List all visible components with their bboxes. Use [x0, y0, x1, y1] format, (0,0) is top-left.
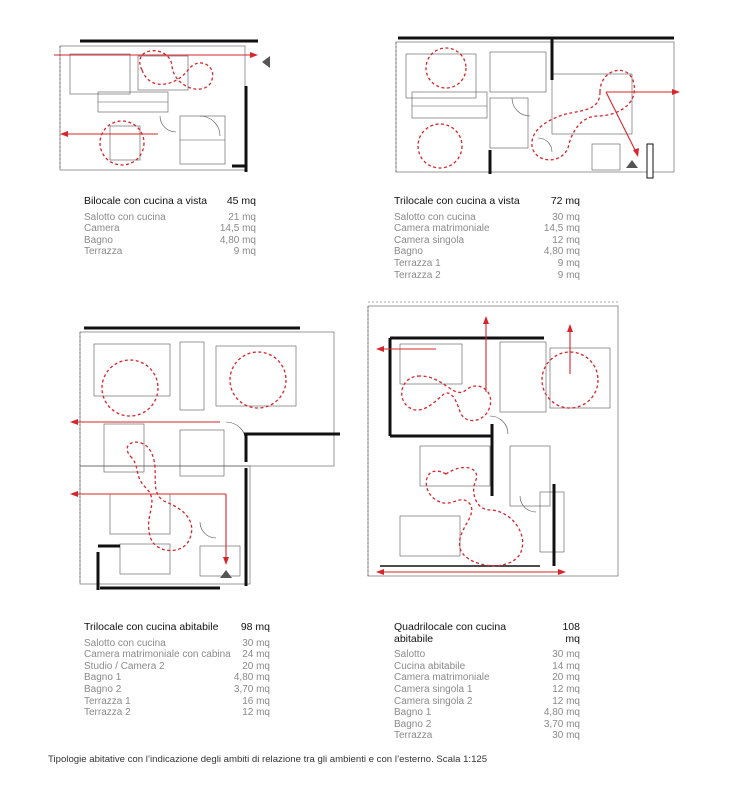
room-label: Terrazza	[84, 246, 123, 258]
room-label: Camera singola 2	[394, 695, 473, 707]
table-row	[394, 235, 580, 247]
room-label: Bagno 1	[84, 672, 122, 684]
room-area: 30 mq	[242, 637, 270, 649]
room-area: 14,5 mq	[219, 223, 256, 235]
table-row	[394, 212, 580, 224]
room-label: Salotto con cucina	[84, 637, 166, 649]
room-label: Terrazza 2	[394, 269, 441, 281]
area-table-bilocale	[84, 196, 256, 258]
table-row	[84, 223, 256, 235]
table-row	[394, 696, 580, 708]
table-header	[394, 622, 580, 645]
area-table-trilocale-abitabile	[84, 622, 270, 719]
room-label: Studio / Camera 2	[84, 660, 165, 672]
table-row	[84, 661, 270, 673]
floor-plan-bilocale	[50, 36, 270, 176]
room-area: 4,80 mq	[233, 672, 270, 684]
area-table-quadrilocale	[394, 622, 580, 742]
room-area: 20 mq	[552, 672, 580, 684]
room-area: 9 mq	[233, 246, 256, 258]
room-area: 30 mq	[552, 649, 580, 661]
room-area: 3,70 mq	[543, 718, 580, 730]
table-row	[394, 649, 580, 661]
table-header	[394, 196, 580, 208]
table-row	[84, 638, 270, 650]
room-area: 24 mq	[242, 649, 270, 661]
table-row	[394, 258, 580, 270]
table-row	[84, 649, 270, 661]
room-label: Terrazza 1	[84, 695, 131, 707]
room-label: Camera matrimoniale	[394, 672, 490, 684]
unit-title: Quadrilocale con cucina abitabile	[394, 621, 507, 645]
table-row	[394, 270, 580, 282]
room-label: Bagno 2	[84, 683, 122, 695]
room-label: Bagno 1	[394, 707, 432, 719]
table-row	[394, 223, 580, 235]
unit-title: Bilocale con cucina a vista	[84, 195, 208, 207]
room-area: 30 mq	[552, 211, 580, 223]
room-area: 30 mq	[552, 730, 580, 742]
table-row	[394, 661, 580, 673]
unit-total: 98 mq	[240, 621, 270, 633]
room-area: 9 mq	[557, 257, 580, 269]
room-label: Terrazza 1	[394, 257, 441, 269]
table-row	[84, 672, 270, 684]
room-label: Camera	[84, 223, 120, 235]
unit-title: Trilocale con cucina a vista	[394, 195, 520, 207]
room-label: Terrazza 2	[84, 707, 131, 719]
table-header	[84, 622, 270, 634]
room-area: 21 mq	[228, 211, 256, 223]
room-label: Terrazza	[394, 730, 433, 742]
room-label: Camera singola	[394, 234, 465, 246]
room-area: 12 mq	[552, 234, 580, 246]
table-row	[84, 707, 270, 719]
room-label: Camera matrimoniale	[394, 223, 490, 235]
floor-plan-quadrilocale	[360, 296, 630, 586]
area-table-trilocale-vista	[394, 196, 580, 281]
room-area: 14 mq	[552, 660, 580, 672]
room-area: 4,80 mq	[543, 707, 580, 719]
room-area: 20 mq	[242, 660, 270, 672]
room-label: Salotto con cucina	[84, 211, 166, 223]
room-area: 12 mq	[552, 683, 580, 695]
table-row	[394, 719, 580, 731]
floor-plan-trilocale-abitabile	[50, 322, 350, 592]
table-row	[84, 235, 256, 247]
room-label: Bagno	[84, 234, 113, 246]
room-area: 12 mq	[552, 695, 580, 707]
room-label: Bagno 2	[394, 718, 432, 730]
table-row	[394, 707, 580, 719]
unit-title: Trilocale con cucina abitabile	[84, 621, 219, 633]
table-row	[84, 684, 270, 696]
table-row	[394, 246, 580, 258]
room-area: 16 mq	[242, 695, 270, 707]
room-label: Camera singola 1	[394, 683, 473, 695]
room-area: 12 mq	[242, 707, 270, 719]
unit-total: 108 mq	[562, 621, 580, 645]
room-label: Camera matrimoniale con cabina	[84, 649, 231, 661]
room-area: 9 mq	[557, 269, 580, 281]
unit-total: 72 mq	[550, 195, 580, 207]
table-row	[84, 696, 270, 708]
room-label: Bagno	[394, 246, 423, 258]
room-label: Salotto con cucina	[394, 211, 476, 223]
table-row	[84, 212, 256, 224]
table-row	[394, 672, 580, 684]
table-header	[84, 196, 256, 208]
table-row	[394, 730, 580, 742]
figure-caption: Tipologie abitative con l’indicazione degli ambiti di relazione tra gli ambienti e con l’esterno. Scala 1:125	[48, 754, 488, 765]
room-area: 4,80 mq	[543, 246, 580, 258]
table-row	[394, 684, 580, 696]
room-area: 14,5 mq	[543, 223, 580, 235]
table-row	[84, 246, 256, 258]
room-label: Salotto	[394, 649, 426, 661]
room-label: Cucina abitabile	[394, 660, 466, 672]
floor-plan-trilocale-vista	[362, 34, 682, 184]
room-area: 4,80 mq	[219, 234, 256, 246]
unit-total: 45 mq	[226, 195, 256, 207]
room-area: 3,70 mq	[233, 683, 270, 695]
